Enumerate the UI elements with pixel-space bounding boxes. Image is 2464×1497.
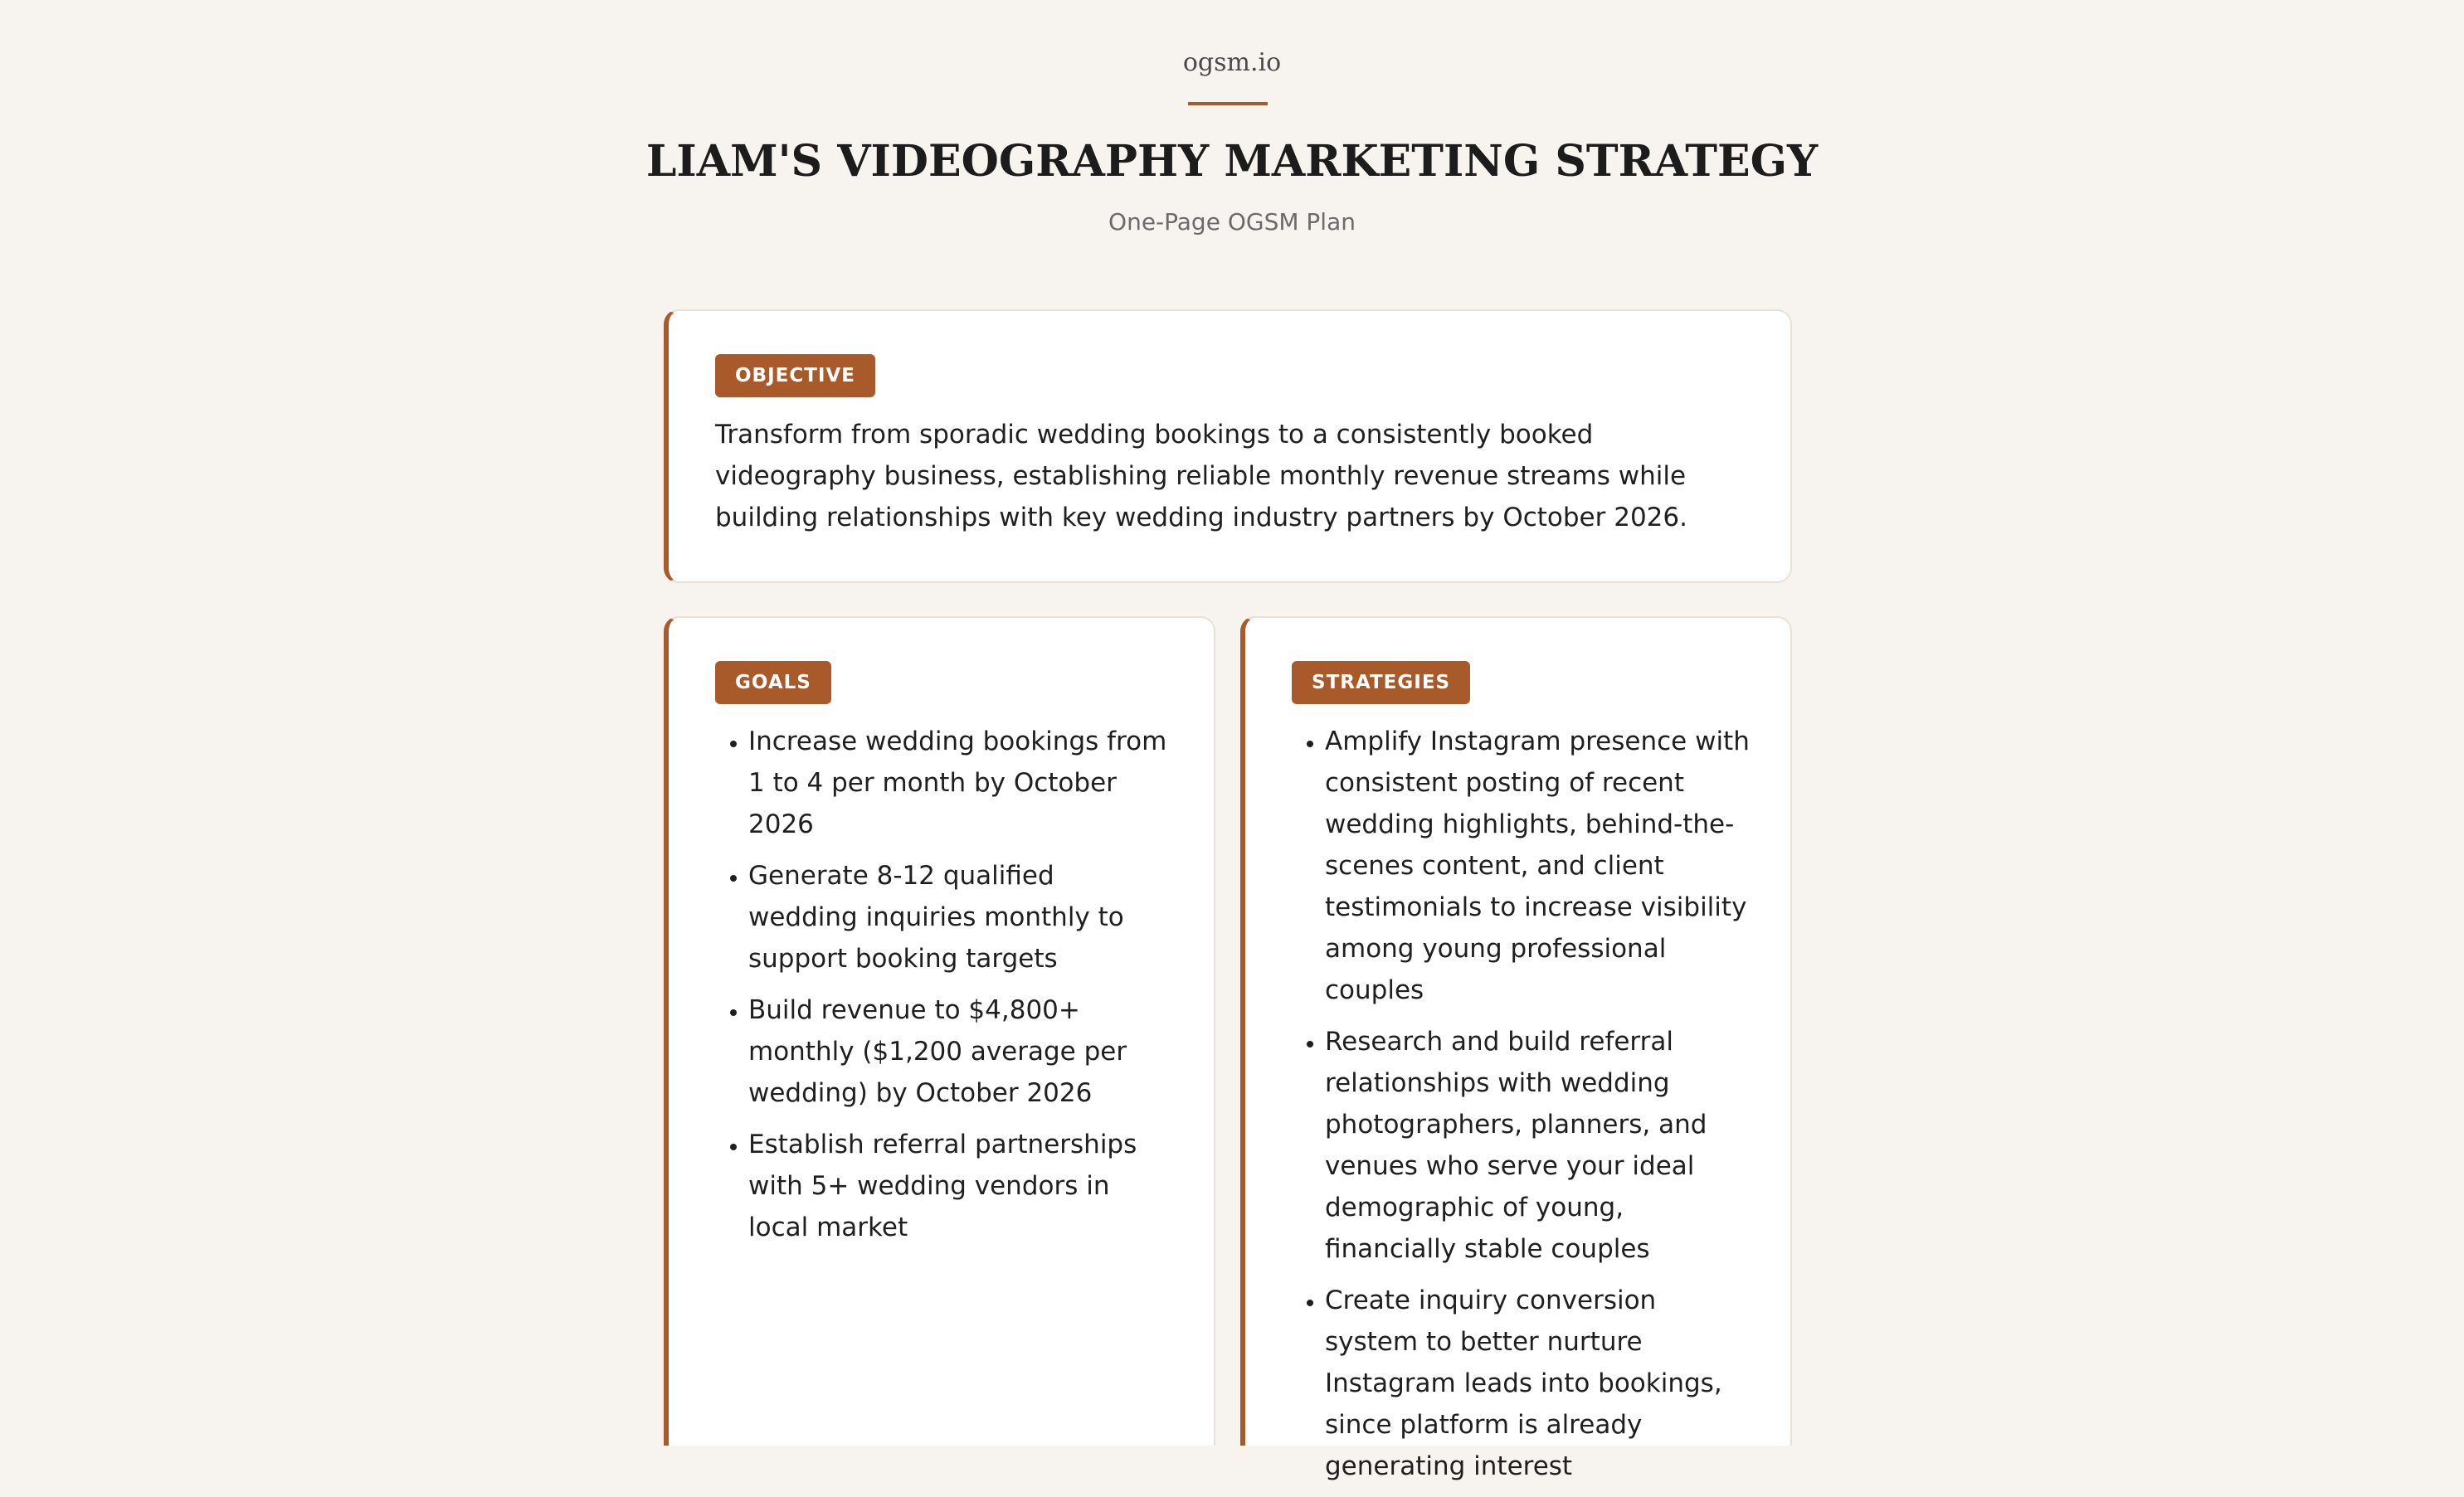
strategy-item: • Amplify Instagram presence with consistent posting of recent wedding highlights, behind-the-scenes content, and client testimonials to increase visibility among young professional couples [1325,721,1756,1011]
goal-item: • Generate 8-12 qualified wedding inquiries monthly to support booking targets [748,855,1171,979]
goals-badge: GOALS [715,661,831,704]
strategy-item: • Create inquiry conversion system to better nurture Instagram leads into bookings, since platform is already generating interest [1325,1280,1756,1487]
goals-list [715,721,1171,1258]
site-name[interactable]: ogsm.io [1182,48,1282,77]
objective-text: Transform from sporadic wedding bookings to a consistently booked videography business, establishing reliable monthly revenue streams while building relationships with key wedding industry partners by October 2026. [715,420,1687,532]
objective-card [664,309,1792,583]
page-subtitle: One-Page OGSM Plan [1108,208,1356,236]
accent-divider [1188,102,1268,105]
goal-item: • Establish referral partnerships with 5+ wedding vendors in local market [748,1124,1171,1248]
page-title: LIAM'S VIDEOGRAPHY MARKETING STRATEGY [645,136,1819,187]
goals-card [664,616,1215,1446]
strategies-list [1292,721,1756,1497]
strategies-card [1240,616,1792,1481]
objective-badge: OBJECTIVE [715,354,875,397]
strategy-item: • Research and build referral relationships with wedding photographers, planners, and venues who serve your ideal demographic of young, financially stable couples [1325,1021,1756,1270]
goal-item: • Increase wedding bookings from 1 to 4 per month by October 2026 [748,721,1171,845]
goal-item: • Build revenue to $4,800+ monthly ($1,200 average per wedding) by October 2026 [748,989,1171,1114]
strategies-badge: STRATEGIES [1292,661,1470,704]
